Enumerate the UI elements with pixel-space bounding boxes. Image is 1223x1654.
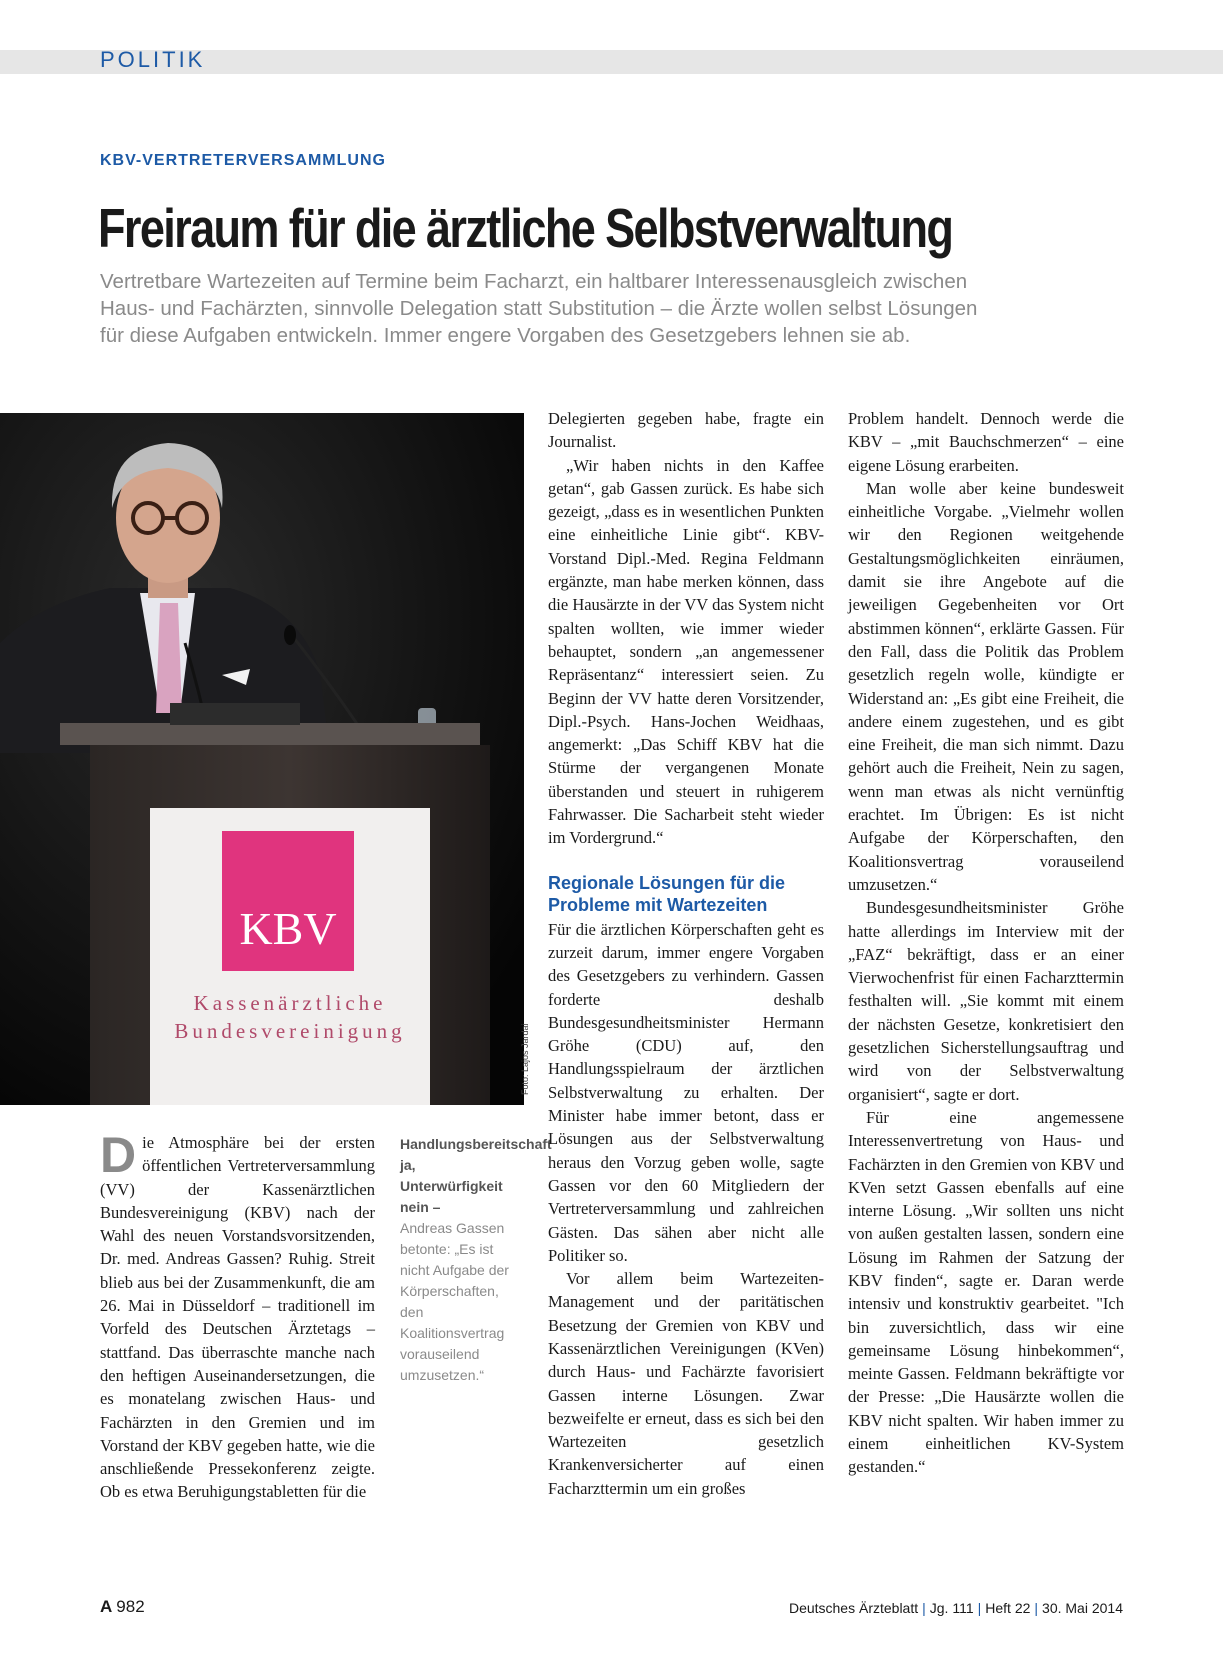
article-photo bbox=[0, 413, 524, 1105]
photo-illustration bbox=[0, 413, 524, 1105]
paragraph: Für die ärztlichen Körperschaften geht es zurzeit darum, immer engere Vorgaben des Gesetzgebers zu verhindern. Gassen forderte deshalb Bundesgesundheitsminister Hermann Gröhe (CDU) auf, den Handlungsspielraum der ärztlichen Selbstverwaltung zu erhalten. Der Minister habe immer betont, dass er Lösungen aus der Selbstverwaltung heraus den Vorzug geben wolle, sagte Gassen vor den 60 Mitgliedern der Vertreterversammlung und zahlreichen Gästen. Das sähen aber nicht alle Politiker so. bbox=[548, 919, 824, 1265]
page-prefix: A bbox=[100, 1597, 113, 1616]
kbv-logo-line1: Kassenärztliche bbox=[193, 991, 387, 1015]
kbv-logo-text: KBV bbox=[239, 903, 337, 954]
journal-issue: Heft 22 bbox=[985, 1600, 1031, 1616]
paragraph: „Wir haben nichts in den Kaffee getan“, gab Gassen zurück. Es habe sich gezeigt, „dass es in wesentlichen Punkten eine einheitliche Linie gibt“. KBV-Vorstand Dipl.-Med. Regina Feldmann ergänzte, man habe merken können, dass die Hausärzte in der VV das System nicht spalten wollten, wie immer wieder behauptet, sondern „an angemessener Repräsentanz“ interessiert seien. Zu Beginn der VV hatte deren Vorsitzender, Dipl.-Psych. Hans-Jochen Weidhaas, angemerkt: „Das Schiff KBV hat die Stürme der vergangenen Monate überstanden und steuert in ruhigerem Fahrwasser. Die Sacharbeit steht wieder im Vordergrund.“ bbox=[548, 455, 824, 848]
paragraph: Man wolle aber keine bundesweit einheitliche Vorgabe. „Vielmehr wollen wir den Regionen weitgehende Gestaltungsmöglichkeiten einräumen, damit sie ihre Angebote auf die jeweiligen Gegebenheiten vor Ort abstimmen können“, erklärte Gassen. Für den Fall, dass die Politik das Problem gesetzlich regeln wolle, kündigte er Widerstand an: „Es gibt eine Freiheit, die andere einem zugestehen, und es gibt eine Freiheit, die man sich nimmt. Dazu gehört auch die Freiheit, Nein zu sagen, wenn man etwas als nicht vernünftig erachtet. Im Übrigen: Es ist nicht Aufgabe der Körperschaften, den Koalitionsvertrag vorauseilend umzusetzen.“ bbox=[848, 478, 1124, 894]
article-lead bbox=[100, 268, 1120, 349]
kbv-logo-line2: Bundesvereinigung bbox=[174, 1019, 406, 1043]
separator: | bbox=[1034, 1600, 1039, 1616]
journal-info bbox=[789, 1600, 1123, 1616]
separator: | bbox=[977, 1600, 982, 1616]
photo-credit: Foto: Lajos Jardai bbox=[520, 1023, 530, 1095]
page-number bbox=[100, 1597, 145, 1617]
subheading: Regionale Lösungen für die Probleme mit Wartezeiten bbox=[548, 872, 786, 915]
article-column-1 bbox=[100, 1127, 375, 1504]
paragraph bbox=[100, 1127, 375, 1504]
journal-name: Deutsches Ärzteblatt bbox=[788, 1600, 919, 1616]
paragraph: Problem handelt. Dennoch werde die KBV – „mit Bauchschmerzen“ – eine eigene Lösung erarbeiten. bbox=[848, 409, 1124, 475]
drop-cap: D bbox=[100, 1127, 137, 1183]
section-label: POLITIK bbox=[100, 47, 206, 72]
separator: | bbox=[922, 1600, 926, 1616]
paragraph: Vor allem beim Wartezeiten-Management und der paritätischen Besetzung der Gremien von KBV und Kassenärztlichen Vereinigungen (KVen) durch Haus- und Fachärzte favorisiert Gassen interne Lösungen. Zwar bezweifelte er erneut, dass es sich bei den Wartezeiten gesetzlich Krankenversicherter auf einen Facharzttermin um ein großes bbox=[548, 1269, 824, 1498]
page-number-value: 982 bbox=[116, 1597, 145, 1616]
caption-heading: Handlungsbereitschaft ja, Unterwürfigkeit nein – bbox=[400, 1136, 552, 1215]
paragraph-text: ie Atmosphäre bei der ersten öffentlichen Vertreterversammlung (VV) der Kassenärztlichen Bundesvereinigung (KBV) nach der Wahl des neuen Vorstandsvorsitzenden, Dr. med. Andreas Gassen? Ruhig. Streit blieb aus bei der Zusammenkunft, die am 26. Mai in Düsseldorf – traditionell im Vorfeld des Deutschen Ärztetags – stattfand. Das überraschte manche nach den heftigen Auseinandersetzungen, die es monatelang zwischen Haus- und Fachärzten in den Gremien und im Vorstand der KBV gegeben hatte, wie die anschließende Pressekonferenz zeigte. Ob es etwa Beruhigungstabletten für die bbox=[100, 1133, 375, 1502]
journal-date: 30. Mai 2014 bbox=[1042, 1600, 1123, 1616]
article-headline: Freiraum für die ärztliche Selbstverwaltung bbox=[98, 197, 953, 259]
lead-line: für diese Aufgaben entwickeln. Immer engere Vorgaben des Gesetzgebers lehnen sie ab. bbox=[100, 324, 911, 347]
lead-line: Haus- und Fachärzten, sinnvolle Delegation statt Substitution – die Ärzte wollen selbst Lösungen bbox=[100, 297, 978, 320]
lead-line: Vertretbare Wartezeiten auf Termine beim Facharzt, ein haltbarer Interessenausgleich zwischen bbox=[100, 270, 968, 293]
photo-caption bbox=[400, 1134, 552, 1386]
paragraph: Bundesgesundheitsminister Gröhe hatte allerdings im Interview mit der „FAZ“ bekräftigt, dass er an einer Vierwochenfrist für einen Facharzttermin festhalten will. „Sie kommt mit einem der nächsten Gesetze, konkretisiert den gesetzlichen Sicherstellungsauftrag und wird von der Selbstverwaltung organisiert“, sagte er dort. bbox=[848, 898, 1124, 1104]
article-column-2 bbox=[548, 407, 824, 1500]
journal-volume: Jg. 111 bbox=[929, 1600, 974, 1616]
article-column-3 bbox=[848, 407, 1124, 1479]
paragraph: Für eine angemessene Interessenvertretung von Haus- und Fachärzten in den Gremien von KBV und KVen setzt Gassen ebenfalls auf eine interne Lösung. „Wir sollten uns nicht von außen gestalten lassen, sondern eine Lösung im Rahmen der Satzung der KBV finden“, sagte er. Daran werde intensiv und konstruktiv gearbeitet. "Ich bin zuversichtlich, dass wir eine gemeinsame Lösung hinbekommen“, meinte Gassen. Feldmann bekräftigte vor der Presse: „Die Hausärzte wollen die KBV nicht spalten. Wir haben immer zu einem einheitlichen KV-System gestanden.“ bbox=[848, 1107, 1124, 1477]
paragraph: Delegierten gegeben habe, fragte ein Journalist. bbox=[548, 409, 824, 452]
article-kicker: KBV-VERTRETERVERSAMMLUNG bbox=[100, 152, 386, 169]
caption-text: Andreas Gassen betonte: „Es ist nicht Aufgabe der Körperschaften, den Koalitionsvertrag vorauseilend umzusetzen.“ bbox=[400, 1220, 509, 1383]
